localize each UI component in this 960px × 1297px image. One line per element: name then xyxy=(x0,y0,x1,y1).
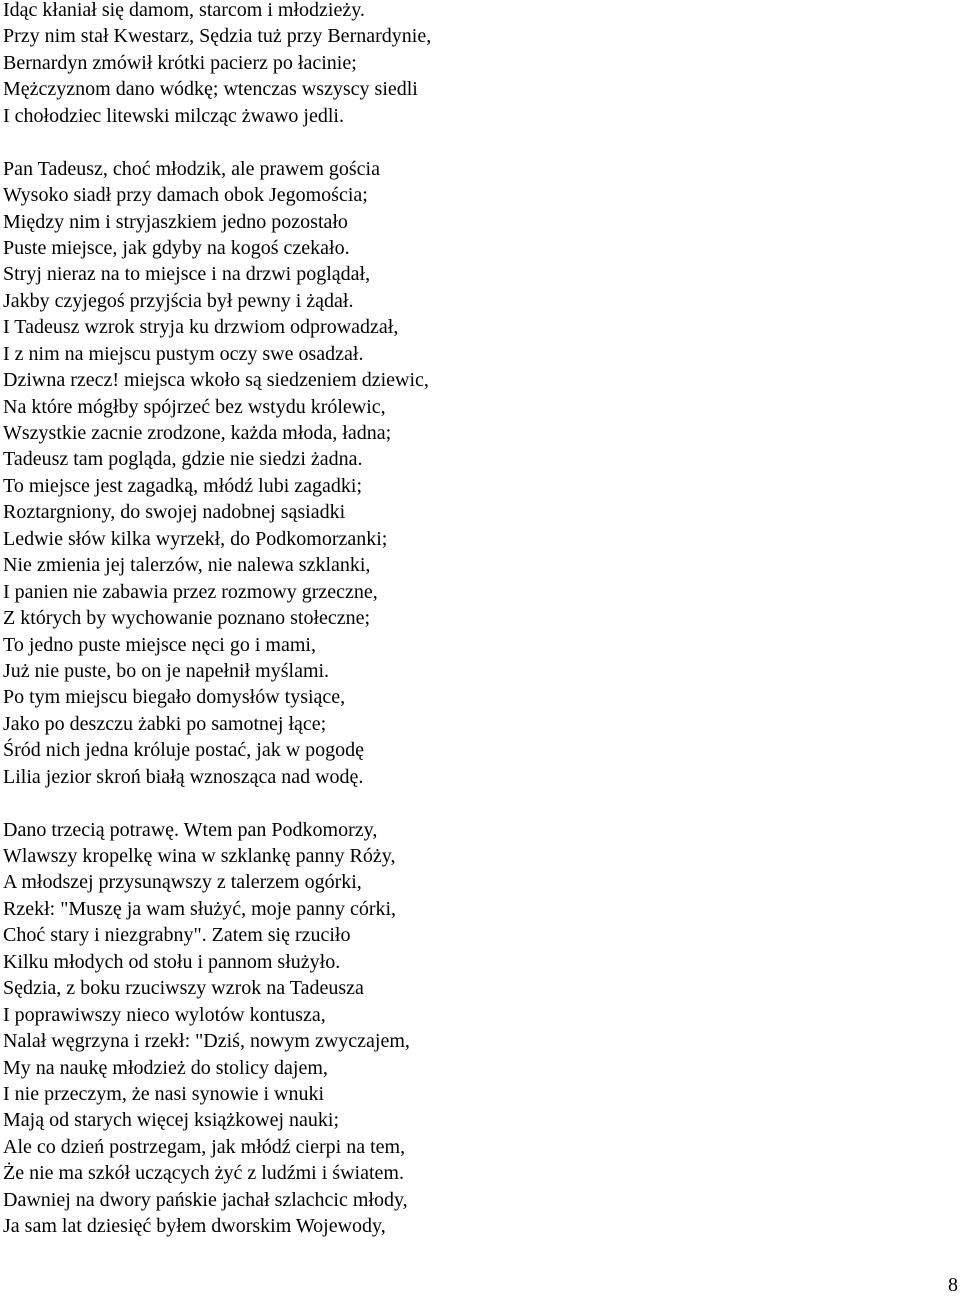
verse-line: Sędzia, z boku rzuciwszy wzrok na Tadeusza xyxy=(3,977,364,1000)
verse-line: Ledwie słów kilka wyrzekł, do Podkomorzanki; xyxy=(3,527,388,550)
verse-line: Lilia jezior skroń białą wznosząca nad wodę. xyxy=(3,765,364,788)
verse-line: Już nie puste, bo on je napełnił myślami. xyxy=(3,659,330,682)
verse-line: Nalał węgrzyna i rzekł: "Dziś, nowym zwyczajem, xyxy=(3,1030,410,1053)
verse-line: Że nie ma szkół uczących żyć z ludźmi i światem. xyxy=(3,1162,404,1185)
verse-line: Nie zmienia jej talerzów, nie nalewa szklanki, xyxy=(3,554,371,577)
verse-line: Kilku młodych od stołu i pannom służyło. xyxy=(3,950,341,973)
verse-line: Roztargniony, do swojej nadobnej sąsiadki xyxy=(3,501,346,524)
stanza xyxy=(3,817,943,1240)
verse-line: Ja sam lat dziesięć byłem dworskim Wojewody, xyxy=(3,1215,386,1238)
verse-line: Wysoko siadł przy damach obok Jegomościa; xyxy=(3,184,368,207)
verse-line: I panien nie zabawia przez rozmowy grzeczne, xyxy=(3,580,378,603)
verse-line: Pan Tadeusz, choć młodzik, ale prawem gościa xyxy=(3,157,380,180)
verse-line: Jako po deszczu żabki po samotnej łące; xyxy=(3,712,327,735)
verse-line: I poprawiwszy nieco wylotów kontusza, xyxy=(3,1003,326,1026)
verse-line: Na które mógłby spójrzeć bez wstydu królewic, xyxy=(3,395,386,418)
verse-line: Mężczyznom dano wódkę; wtenczas wszyscy siedli xyxy=(3,78,418,101)
verse-line: Bernardyn zmówił krótki pacierz po łacinie; xyxy=(3,51,357,74)
page-number: 8 xyxy=(948,1274,958,1296)
verse-line: Choć stary i niezgrabny". Zatem się rzuciło xyxy=(3,924,351,947)
verse-line: Puste miejsce, jak gdyby na kogoś czekało. xyxy=(3,236,350,259)
verse-line: Śród nich jedna króluje postać, jak w pogodę xyxy=(3,739,365,762)
verse-line: Rzekł: "Muszę ja wam służyć, moje panny córki, xyxy=(3,897,397,920)
verse-line: Tadeusz tam pogląda, gdzie nie siedzi żadna. xyxy=(3,448,363,471)
verse-line: Po tym miejscu biegało domysłów tysiące, xyxy=(3,686,346,709)
verse-line: Dziwna rzecz! miejsca wkoło są siedzeniem dziewic, xyxy=(3,369,429,392)
verse-line: I chołodziec litewski milcząc żwawo jedli. xyxy=(3,104,344,127)
poem-text xyxy=(3,0,943,1240)
verse-line: Stryj nieraz na to miejsce i na drzwi poglądał, xyxy=(3,263,371,286)
verse-line: Wlawszy kropelkę wina w szklankę panny Róży, xyxy=(3,845,396,867)
verse-line: I nie przeczym, że nasi synowie i wnuki xyxy=(3,1082,325,1105)
verse-line: My na naukę młodzież do stolicy dajem, xyxy=(3,1056,328,1079)
verse-line: A młodszej przysunąwszy z talerzem ogórki, xyxy=(3,871,362,894)
verse-line: Dawniej na dwory pańskie jachał szlachcic młody, xyxy=(3,1188,408,1211)
verse-line: Idąc kłaniał się damom, starcom i młodzieży. xyxy=(3,0,365,21)
verse-line: Jakby czyjegoś przyjścia był pewny i żądał. xyxy=(3,289,354,312)
verse-line: I Tadeusz wzrok stryja ku drzwiom odprowadzał, xyxy=(3,316,399,339)
stanza xyxy=(3,0,943,129)
verse-line: Z których by wychowanie poznano stołeczne; xyxy=(3,607,371,630)
verse-line: Mają od starych więcej książkowej nauki; xyxy=(3,1109,339,1132)
verse-line: Wszystkie zacnie zrodzone, każda młoda, ładna; xyxy=(3,422,392,444)
verse-line: To jedno puste miejsce nęci go i mami, xyxy=(3,633,316,656)
verse-line: Przy nim stał Kwestarz, Sędzia tuż przy Bernardynie, xyxy=(3,25,432,48)
verse-line: Ale co dzień postrzegam, jak młódź cierpi na tem, xyxy=(3,1135,406,1158)
stanza xyxy=(3,156,943,791)
verse-line: I z nim na miejscu pustym oczy swe osadzał. xyxy=(3,342,364,365)
verse-line: Dano trzecią potrawę. Wtem pan Podkomorzy, xyxy=(3,818,378,841)
verse-line: Między nim i stryjaszkiem jedno pozostało xyxy=(3,210,348,233)
verse-line: To miejsce jest zagadką, młódź lubi zagadki; xyxy=(3,474,363,497)
